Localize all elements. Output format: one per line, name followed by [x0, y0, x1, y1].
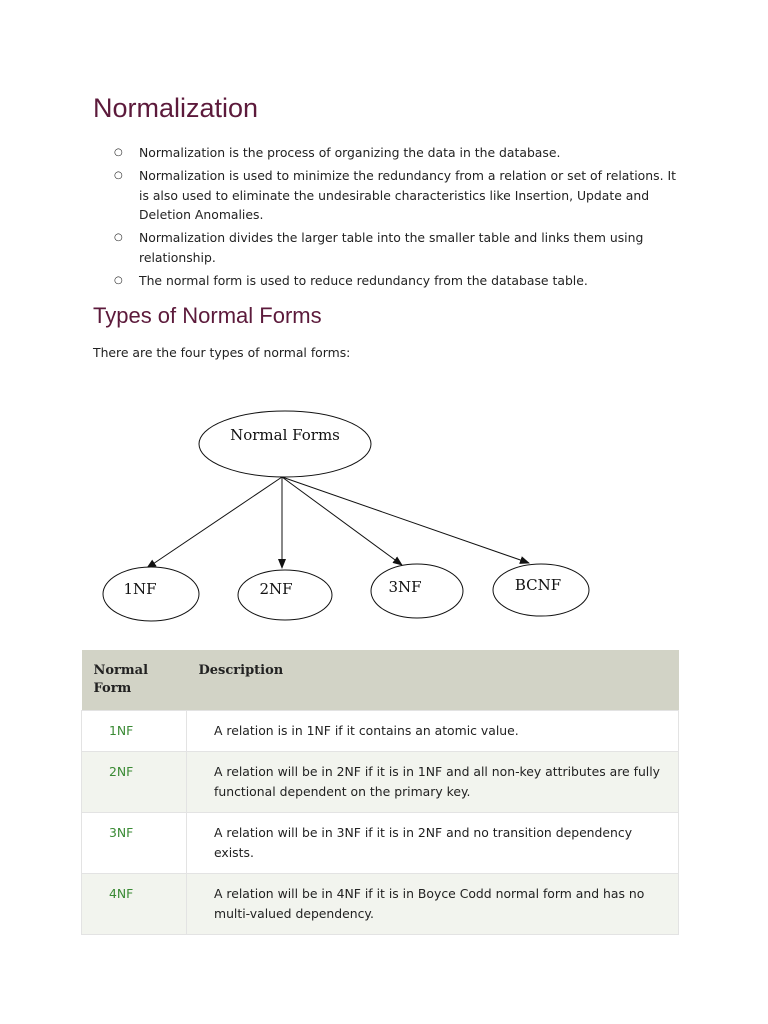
header-normal-form: Normal Form	[82, 650, 187, 711]
bullet-item	[113, 166, 683, 225]
table-row	[82, 752, 679, 813]
bullet-item	[113, 228, 683, 267]
node-label: 2NF	[259, 580, 293, 598]
bullet-circle-icon: ○	[114, 232, 123, 243]
bullet-text: Normalization is used to minimize the redundancy from a relation or set of relations. It is also used to eliminate the undesirable characteristics like Insertion, Update and Deletion Anomalies.	[139, 168, 676, 222]
arrow-to-3nf	[282, 477, 402, 565]
root-ellipse	[199, 411, 371, 477]
bullet-item	[113, 271, 683, 291]
root-label: Normal Forms	[230, 426, 340, 444]
node-label: 1NF	[123, 580, 157, 598]
form-cell: 3NF	[82, 813, 187, 874]
description-cell: A relation will be in 2NF if it is in 1NF and all non-key attributes are fully functional dependent on the primary key.	[187, 752, 679, 813]
table-row	[82, 874, 679, 935]
form-cell: 1NF	[82, 711, 187, 752]
bullet-circle-icon: ○	[114, 274, 123, 286]
table-row	[82, 711, 679, 752]
bullet-circle-icon: ○	[114, 170, 123, 181]
arrow-to-bcnf	[282, 477, 529, 563]
intro-text: There are the four types of normal forms:	[93, 345, 351, 360]
diagram-arrows	[147, 477, 529, 568]
bullet-text: Normalization divides the larger table into the smaller table and links them using relationship.	[139, 230, 644, 265]
diagram-node-root	[199, 411, 371, 477]
section-title: Types of Normal Forms	[93, 303, 322, 328]
bullet-text: The normal form is used to reduce redundancy from the database table.	[139, 272, 588, 288]
node-label: 3NF	[388, 578, 422, 596]
form-cell: 2NF	[82, 752, 187, 813]
page-title: Normalization	[93, 93, 259, 123]
form-cell: 4NF	[82, 874, 187, 935]
node-label: BCNF	[514, 576, 562, 594]
intro-bullet-list	[113, 143, 683, 294]
diagram-node-3nf	[371, 564, 463, 618]
bullet-text: Normalization is the process of organizing the data in the database.	[139, 145, 561, 160]
bullet-circle-icon: ○	[114, 147, 123, 158]
header-description: Description	[187, 650, 679, 711]
arrow-to-1nf	[147, 477, 282, 568]
table-row	[82, 813, 679, 874]
diagram-node-bcnf	[493, 564, 589, 616]
normal-forms-table	[81, 650, 679, 935]
bullet-item	[113, 143, 683, 163]
diagram-node-2nf	[238, 570, 332, 620]
description-cell: A relation will be in 3NF if it is in 2NF and no transition dependency exists.	[187, 813, 679, 874]
description-cell: A relation will be in 4NF if it is in Boyce Codd normal form and has no multi-valued dependency.	[187, 874, 679, 935]
table-header-row	[82, 650, 679, 711]
normal-forms-diagram	[95, 408, 595, 628]
description-cell: A relation is in 1NF if it contains an atomic value.	[187, 711, 679, 752]
diagram-node-1nf	[103, 567, 199, 621]
